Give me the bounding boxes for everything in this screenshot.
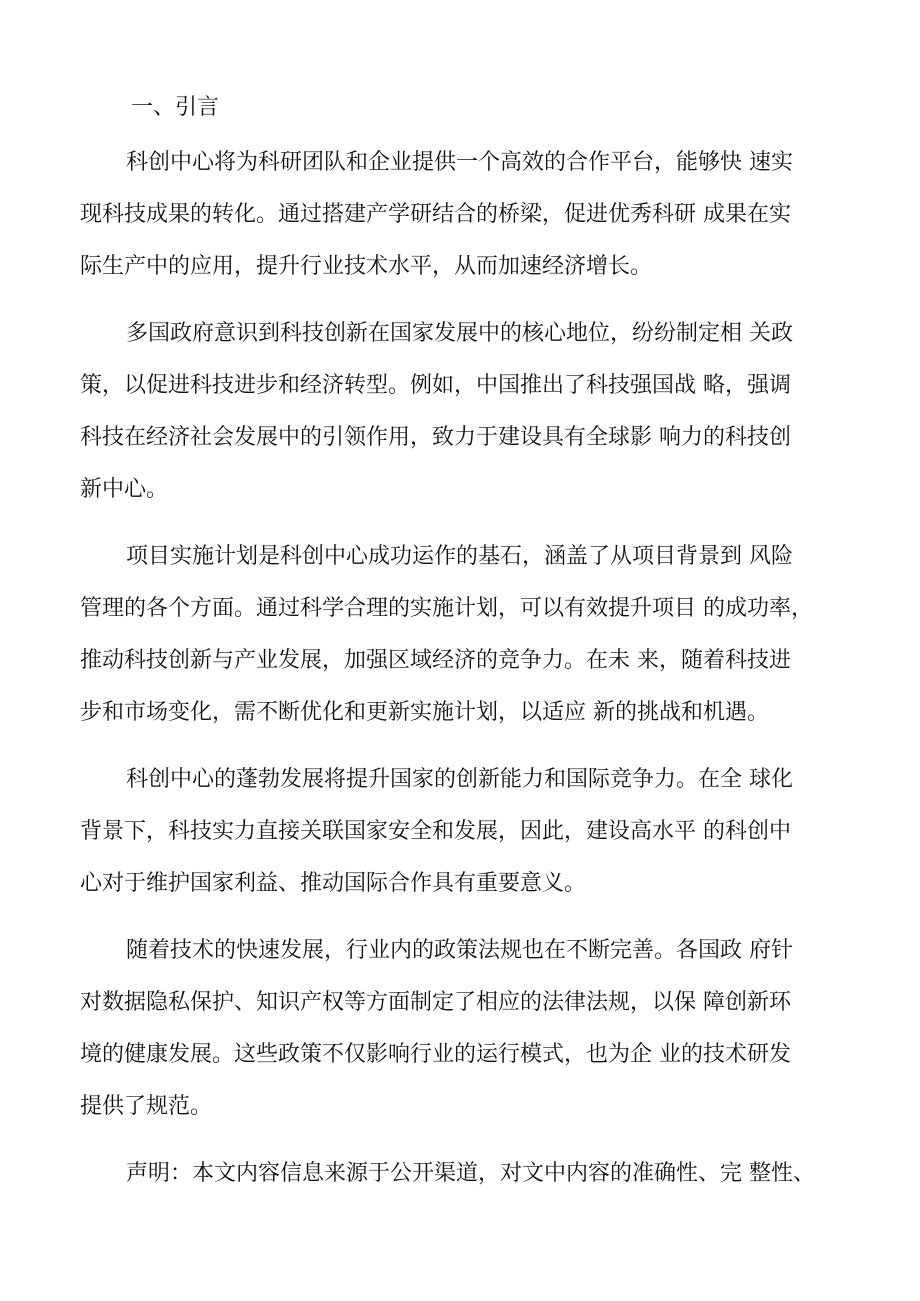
- paragraph-line: 背景下，科技实力直接关联国家安全和发展，因此，建设高水平 的科创中: [80, 819, 791, 844]
- paragraph-line: 管理的各个方面。通过科学合理的实施计划，可以有效提升项目 的成功率，: [80, 596, 813, 621]
- paragraph-line: 声明：本文内容信息来源于公开渠道，对文中内容的准确性、完 整性、: [126, 1161, 815, 1186]
- paragraph-line: 项目实施计划是科创中心成功运作的基石，涵盖了从项目背景到 风险: [126, 544, 793, 569]
- paragraph-line: 科创中心的蓬勃发展将提升国家的创新能力和国际竞争力。在全 球化: [126, 767, 793, 792]
- paragraph-line: 多国政府意识到科技创新在国家发展中的核心地位，纷纷制定相 关政: [126, 321, 793, 346]
- paragraph-line: 科创中心将为科研团队和企业提供一个高效的合作平台，能够快 速实: [126, 150, 793, 175]
- paragraph-line: 新中心。: [80, 477, 169, 502]
- paragraph-line: 心对于维护国家利益、推动国际合作具有重要意义。: [80, 871, 587, 896]
- paragraph-line: 随着技术的快速发展，行业内的政策法规也在不断完善。各国政 府针: [126, 938, 793, 963]
- paragraph-line: 科技在经济社会发展中的引领作用，致力于建设具有全球影 响力的科技创: [80, 425, 791, 450]
- paragraph-line: 推动科技创新与产业发展，加强区域经济的竞争力。在未 来，随着科技进: [80, 648, 791, 673]
- paragraph-line: 提供了规范。: [80, 1094, 213, 1119]
- paragraph-line: 际生产中的应用，提升行业技术水平，从而加速经济增长。: [80, 254, 653, 279]
- paragraph-line: 对数据隐私保护、知识产权等方面制定了相应的法律法规，以保 障创新环: [80, 990, 791, 1015]
- section-heading: 一、引言: [131, 95, 220, 120]
- paragraph-line: 境的健康发展。这些政策不仅影响行业的运行模式，也为企 业的技术研发: [80, 1042, 791, 1067]
- paragraph-line: 策，以促进科技进步和经济转型。例如，中国推出了科技强国战 略，强调: [80, 373, 791, 398]
- paragraph-line: 步和市场变化，需不断优化和更新实施计划，以适应 新的挑战和机遇。: [80, 700, 769, 725]
- paragraph-line: 现科技成果的转化。通过搭建产学研结合的桥梁，促进优秀科研 成果在实: [80, 202, 791, 227]
